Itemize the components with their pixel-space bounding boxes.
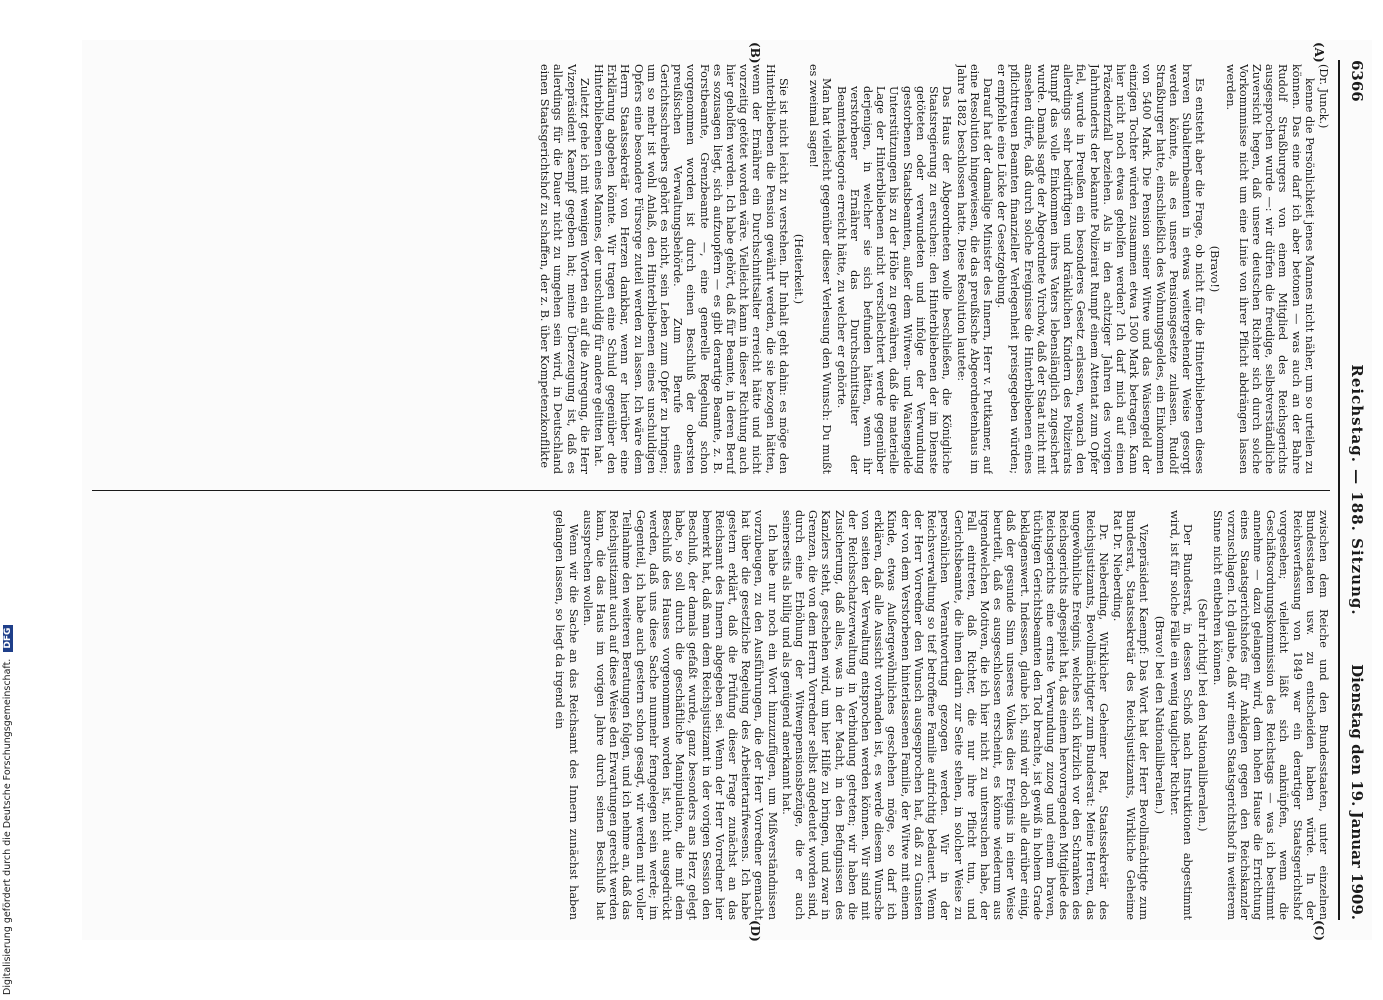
paragraph: Zuletzt gehe ich mit wenigen Worten ein auf die Anregung, die Herr Vizepräsident Kaempf gegeben hat; meine Überzeugung ist, daß es allerdings für die Dauer nicht zu umgehen sein wird, in Deutschland einen Staatsgerichtshof zu schaffen, der z. B. über Kompetenzkonflikte [538, 64, 591, 474]
interjection: (Bravo! bei den Nationalliberalen.) [1152, 615, 1166, 815]
speech-nieberding: Dr. Nieberding, Wirklicher Geheimer Rat, Staatssekretär des Reichsjustizamts, Bevollmächtigter zum Bundesrat: Meine Herren, das ungewöhnliche Ereignis, welches sich kürzlich vor den Schranken des Reichsgerichts abgespielt hat, das einem hervorragenden Mitgliede des Reichsgerichts eine ernste Verwundung zuzog und einem braven, tüchtigen Gerichtsbeamten den Tod brachte, ist gewiß in hohem Grade beklagenswert. Indessen, glaube ich, sind wir doch alle darüber einig, daß der gesunde Sinn unseres Volkes dies Ereignis in einer Weise beurteilt, daß es ausgeschlossen erscheint, es könne wiederum aus irgendwelchen Motiven, die ich hier nicht zu untersuchen habe, der Fall eintreten, daß Richter, die nur ihre Pflicht tun, und Gerichtsbeamte, die ihnen darin zur Seite stehen, in solcher Weise zu persönlichen Verantwortung gezogen werden. Wir in der Reichsverwaltung so tief betroffene Familie aufrichtig bedauert. Wenn der Herr Vorredner den Wunsch ausgesprochen hat, daß zu Gunsten der von dem Verstorbenen hinterlassenen Familie, der Witwe mit einem Kinde, etwas Außergewöhnliches geschehen möge, so darf ich erklären, daß alle Aussicht vorhanden ist, es werde diesem Wunsche von seiten der Verwaltung entsprochen werden können. Wir sind mit der Reichsschatzverwaltung in Verbindung getreten; wir haben die Zusicherung, daß alles, was in der Macht, in den Befugnissen des Kanzlers steht, geschehen wird, um hier Hilfe zu bringen, und zwar in Grenzen, die von dem Herrn Vorredner selbst angedeutet worden sind, durch eine Erhöhung der Witwenpensionsbezüge, die er auch seinerseits als billig und als genügend anerkannt hat. [779, 510, 1110, 920]
right-text-column [88, 510, 1330, 920]
digitization-credit [2, 5, 13, 995]
header-rule [1338, 60, 1340, 920]
running-title: Reichstag. — 188. Sitzung. [1348, 364, 1366, 616]
margin-marker-b: (B) [748, 42, 762, 64]
interjection: (Sehr richtig! bei den Nationalliberalen.) [1196, 598, 1210, 832]
session-date: Dienstag den 19. Januar 1909. [1348, 664, 1366, 920]
interjection: (Bravo!) [1208, 245, 1222, 293]
quoted-resolution: Das Haus der Abgeordneten wolle beschließen, die Königliche Staatsregierung zu ersuchen: den Hinterbliebenen der im Dienste getöteten oder verwundeten und infolge der Verwundung gestorbenen Staatsbeamten, außer dem Witwen- und Waisengelde Unterstützungen bis zu der Höhe zu gewähren, daß die materielle Lage der Hinterbliebenen nicht verschlechtert werde gegenüber derjenigen, in welcher sie sich befunden hätten, wenn ihr verstorbener Ernährer das Durchschnittsalter der Beamtenkategorie erreicht hätte, zu welcher er gehörte. [834, 86, 954, 474]
margin-marker-a: (A) [1312, 42, 1326, 63]
column-divider [92, 490, 1330, 491]
credit-text: Digitalisierung gefördert durch die Deutsche Forschungsgemeinschaft. [2, 658, 13, 995]
left-text-column [88, 64, 1330, 474]
dfg-logo: DFG [3, 625, 13, 652]
paragraph: Sie ist nicht leicht zu verstehen. Ihr Inhalt geht dahin: es möge den Hinterbliebenen die Pension gewährt werden, die sie bezogen hätten, wenn der Ernährer ein Durchschnittsalter erreicht hätte und nicht vorzeitig getötet worden wäre. Vielleicht kann in dieser Richtung auch hier geholfen werden. Ich habe gehört, daß für Beamte, in deren Beruf es sozusagen liegt, sich aufzuopfern — es gibt derartige Beamte, z. B. Forstbeamte, Grenzbeamte —, eine generelle Regelung schon vorgenommen worden ist durch einen Beschluß der obersten preußischen Verwaltungsbehörde. Zum Berufe eines Gerichtsschreibers gehört es nicht, sein Leben zum Opfer zu bringen; um so mehr ist wohl Anlaß, den Hinterbliebenen eines unschuldigen Opfers eine besondere Fürsorge zuteil werden zu lassen. Ich wäre dem Herrn Staatssekretär von Herzen dankbar, wenn er hierüber eine Erklärung abgeben könnte. Wir tragen eine Schuld gegenüber den Hinterbliebenen eines Mannes, der unschuldig für andere gelitten hat. [592, 64, 790, 474]
paragraph: zwischen dem Reiche und den Bundesstaaten, unter einzelnen Bundesstaaten usw. zu entscheiden haben würde. In der Reichsverfassung von 1849 war ein derartiger Staatsgerichtshof vorgesehen; vielleicht läßt sich anknüpfen, wenn die Geschäftsordnungskommission des Reichstags — was ich bestimmt annehme — dazu gelangen wird, dem hohen Hause die Errichtung eines Staatsgerichtshofes für Anklagen gegen den Reichskanzler vorzuschlagen. Ich glaube, daß wir einen Staatsgerichtshof in weiterem Sinne nicht entbehren können. [1211, 510, 1330, 920]
paragraph: Man hat vielleicht gegenüber dieser Verlesung den Wunsch: Du mußt es zweimal sagen! [807, 64, 834, 474]
running-head [1342, 60, 1366, 920]
rotated-document-page [82, 40, 1372, 940]
interjection: (Heiterkeit.) [792, 233, 806, 305]
president-announcement: Vizepräsident Kaempf: Das Wort hat der Herr Bevollmächtigte zum Bundesrat, Staatssekretär des Reichsjustizamts, Wirkliche Geheime Rat Dr. Nieberding. [1110, 510, 1151, 920]
paragraph: Wenn wir die Sache an das Reichsamt des Innern zunächst haben gelangen lassen, so liegt da irgend ein [553, 510, 580, 920]
paragraph: Darauf hat der damalige Minister des Innern, Herr v. Puttkamer, auf eine Resolution hingewiesen, die das preußische Abgeordnetenhaus im Jahre 1882 beschlossen hatte. Diese Resolution lautete: [954, 64, 994, 474]
paragraph: Der Bundesrat, in dessen Schoß nach Instruktionen abgestimmt wird, ist für solche Fälle ein wenig tauglicher Richter. [1167, 510, 1194, 920]
margin-marker-c: (C) [1312, 920, 1326, 941]
paragraph: Es entsteht aber die Frage, ob nicht für die Hinterbliebenen dieses braven Subalternbeamten in etwas weitergehender Weise gesorgt werden könnte, als es unsere Pensionsgesetze zulassen. Rudolf Straßburger hatte, einschließlich des Wohnungsgeldes, ein Einkommen von 5400 Mark. Die Pension seiner Witwe und das Waisengeld der einzigen Tochter würden zusammen etwa 1500 Mark betragen. Kann hier nicht noch etwas geholfen werden? Ich darf mich auf einen Präzedenzfall beziehen. Als in den achtziger Jahren des vorigen Jahrhunderts der bekannte Polizeirat Rumpf einem Attentat zum Opfer fiel, wurde in Preußen ein besonderes Gesetz erlassen, wonach den allerdings sehr bedürftigen und kränklichen Kindern des Polizeirats Rumpf das volle Einkommen ihres Vaters lebenslänglich zugesichert wurde. Damals sagte der Abgeordnete Virchow, daß der Staat nicht mit ansehen dürfe, daß durch solche Ereignisse die Hinterbliebenen eines pflichttreuen Beamten finanzieller Verlegenheit preisgegeben würden; er empfehle eine Lücke der Gesetzgebung. [995, 64, 1207, 474]
paragraph: kenne die Persönlichkeit jenes Mannes nicht näher, um so urteilen zu können. Das eine darf ich aber betonen — was auch an der Bahre Rudolf Straßburgers von einem Mitglied des Reichsgerichts ausgesprochen wurde —: wir dürfen die freudige, selbstverständliche Zuversicht hegen, daß unsere deutschen Richter sich durch solche Vorkommnisse nicht um eine Linie von ihrer Pflicht abdrängen lassen werden. [1223, 64, 1316, 474]
page-number: 6366 [1348, 60, 1366, 102]
speaker-heading: (Dr. Junck.) [1317, 64, 1330, 129]
margin-marker-d: (D) [748, 920, 762, 942]
paragraph: Ich habe nur noch ein Wort hinzuzufügen, um Mißverständnissen vorzubeugen, zu den Ausführungen, die der Herr Vorredner gemacht hat über die gesetzliche Regelung des Arbeitertarifwesens. Ich habe gestern erklärt, daß die Prüfung dieser Frage zunächst an das Reichsamt des Innern abgegeben sei. Wenn der Herr Vorredner hier bemerkt hat, daß man dem Reichsjustizamt in der vorigen Session den Beschluß, der damals gefaßt wurde, ganz besonders ans Herz gelegt habe, so soll durch die geschäftliche Manipulation, die mit dem Beschluß des Hauses vorgenommen worden ist, nicht ausgedrückt werden, daß uns diese Sache nunmehr ferngelegen sein werde; im Gegenteil, ich habe auch gestern schon gesagt, wir werden mit voller Teilnahme den weiteren Beratungen folgen, und ich nehme an, daß das Reichsjustizamt auch auf diese Weise den Erwartungen gerecht werden kann, die das Haus im vorigen Jahre durch seinen Beschluß hat aussprechen wollen. [580, 510, 779, 920]
